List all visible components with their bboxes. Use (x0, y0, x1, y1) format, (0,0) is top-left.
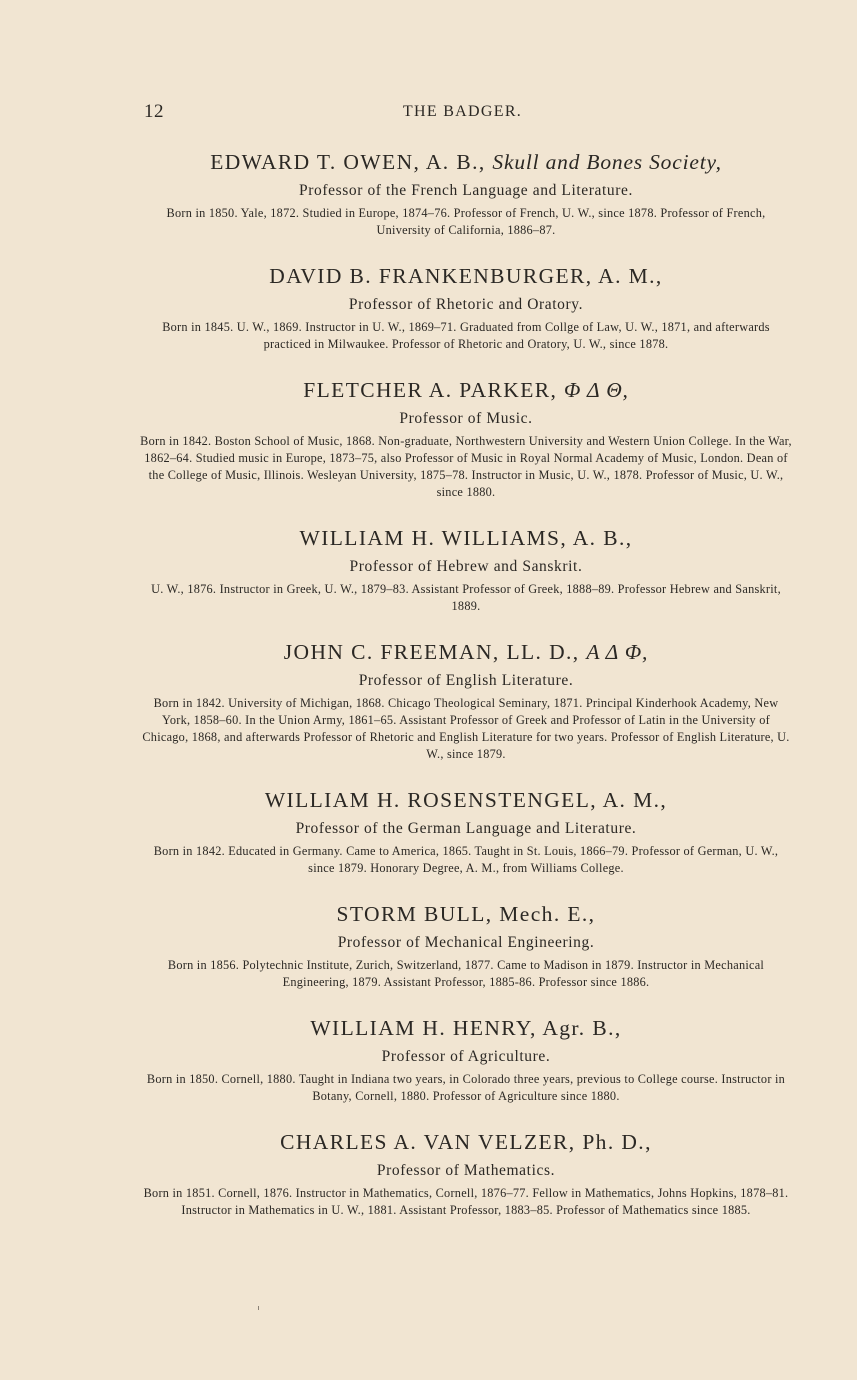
faculty-entry (140, 1014, 792, 1105)
page-number: 12 (144, 101, 164, 122)
faculty-entry (140, 262, 792, 353)
ink-mark (258, 1306, 259, 1310)
entry-title: Professor of the French Language and Literature. (299, 182, 633, 199)
entry-bio: Born in 1850. Yale, 1872. Studied in Europe, 1874–76. Professor of French, U. W., since 1878. Professor of French, University of California, 1886–87. (166, 206, 766, 237)
faculty-list (140, 148, 792, 1219)
entry-name: WILLIAM H. WILLIAMS, A. B., (299, 526, 633, 550)
entry-title: Professor of Hebrew and Sanskrit. (349, 558, 583, 575)
entry-title: Professor of the German Language and Literature. (295, 820, 637, 837)
entry-affiliation: Α Δ Φ, (586, 640, 649, 664)
entry-name: CHARLES A. VAN VELZER, Ph. D., (280, 1130, 652, 1154)
faculty-entry (140, 148, 792, 239)
faculty-entry (140, 638, 792, 763)
entry-name: DAVID B. FRANKENBURGER, A. M., (269, 264, 663, 288)
entry-title: Professor of Mechanical Engineering. (337, 934, 595, 951)
entry-name: EDWARD T. OWEN, A. B., Skull and Bones Society, (210, 150, 722, 174)
entry-bio: Born in 1851. Cornell, 1876. Instructor in Mathematics, Cornell, 1876–77. Fellow in Mathematics, Johns Hopkins, 1878–81. Instructor in Mathematics in U. W., 1881. Assistant Professor, 1883–85. Professor of Mathematics since 1885. (143, 1186, 789, 1217)
entry-name: FLETCHER A. PARKER, Φ Δ Θ, (303, 378, 629, 402)
running-title: THE BADGER. (402, 103, 523, 120)
page-header (0, 101, 857, 125)
entry-bio: Born in 1850. Cornell, 1880. Taught in Indiana two years, in Colorado three years, previous to College course. Instructor in Botany, Cornell, 1880. Professor of Agriculture since 1880. (146, 1072, 786, 1103)
entry-title: Professor of Music. (399, 410, 533, 427)
entry-bio: Born in 1842. Educated in Germany. Came to America, 1865. Taught in St. Louis, 1866–79. Professor of German, U. W., since 1879. Honorary Degree, A. M., from Williams College. (153, 844, 779, 875)
entry-bio: Born in 1845. U. W., 1869. Instructor in U. W., 1869–71. Graduated from Collge of Law, U. W., 1871, and afterwards practiced in Milwaukee. Professor of Rhetoric and Oratory, U. W., since 1878. (162, 320, 770, 351)
faculty-entry (140, 786, 792, 877)
entry-name: STORM BULL, Mech. E., (336, 902, 596, 926)
entry-name: WILLIAM H. HENRY, Agr. B., (310, 1016, 622, 1040)
entry-name: JOHN C. FREEMAN, LL. D., Α Δ Φ, (283, 640, 649, 664)
entry-title: Professor of Agriculture. (381, 1048, 551, 1065)
entry-title: Professor of Rhetoric and Oratory. (348, 296, 584, 313)
entry-title: Professor of Mathematics. (376, 1162, 556, 1179)
entry-bio: Born in 1842. University of Michigan, 1868. Chicago Theological Seminary, 1871. Principal Kinderhook Academy, New York, 1858–60. In the Union Army, 1861–65. Assistant Professor of Greek and Professor of Latin in the University of Chicago, 1868, and afterwards Professor of Rhetoric and English Literature for two years. Professor of English Literature, U. W., since 1879. (142, 696, 790, 761)
entry-bio: Born in 1856. Polytechnic Institute, Zurich, Switzerland, 1877. Came to Madison in 1879. Instructor in Mechanical Engineering, 1879. Assistant Professor, 1885-86. Professor since 1886. (167, 958, 765, 989)
faculty-entry (140, 376, 792, 501)
entry-bio: U. W., 1876. Instructor in Greek, U. W., 1879–83. Assistant Professor of Greek, 1888–89. Professor Hebrew and Sanskrit, 1889. (151, 582, 781, 613)
faculty-entry (140, 900, 792, 991)
entry-bio: Born in 1842. Boston School of Music, 1868. Non-graduate, Northwestern University and Western Union College. In the War, 1862–64. Studied music in Europe, 1873–75, also Professor of Music in Royal Normal Academy of Music, London. Dean of the College of Music, Illinois. Wesleyan University, 1875–78. Instructor in Music, U. W., 1878. Professor of Music, U. W., since 1880. (140, 434, 792, 499)
entry-affiliation: Φ Δ Θ, (564, 378, 629, 402)
entry-title: Professor of English Literature. (358, 672, 574, 689)
faculty-entry (140, 1128, 792, 1219)
entry-name: WILLIAM H. ROSENSTENGEL, A. M., (264, 788, 668, 812)
entry-affiliation: Skull and Bones Society, (492, 150, 722, 174)
faculty-entry (140, 524, 792, 615)
